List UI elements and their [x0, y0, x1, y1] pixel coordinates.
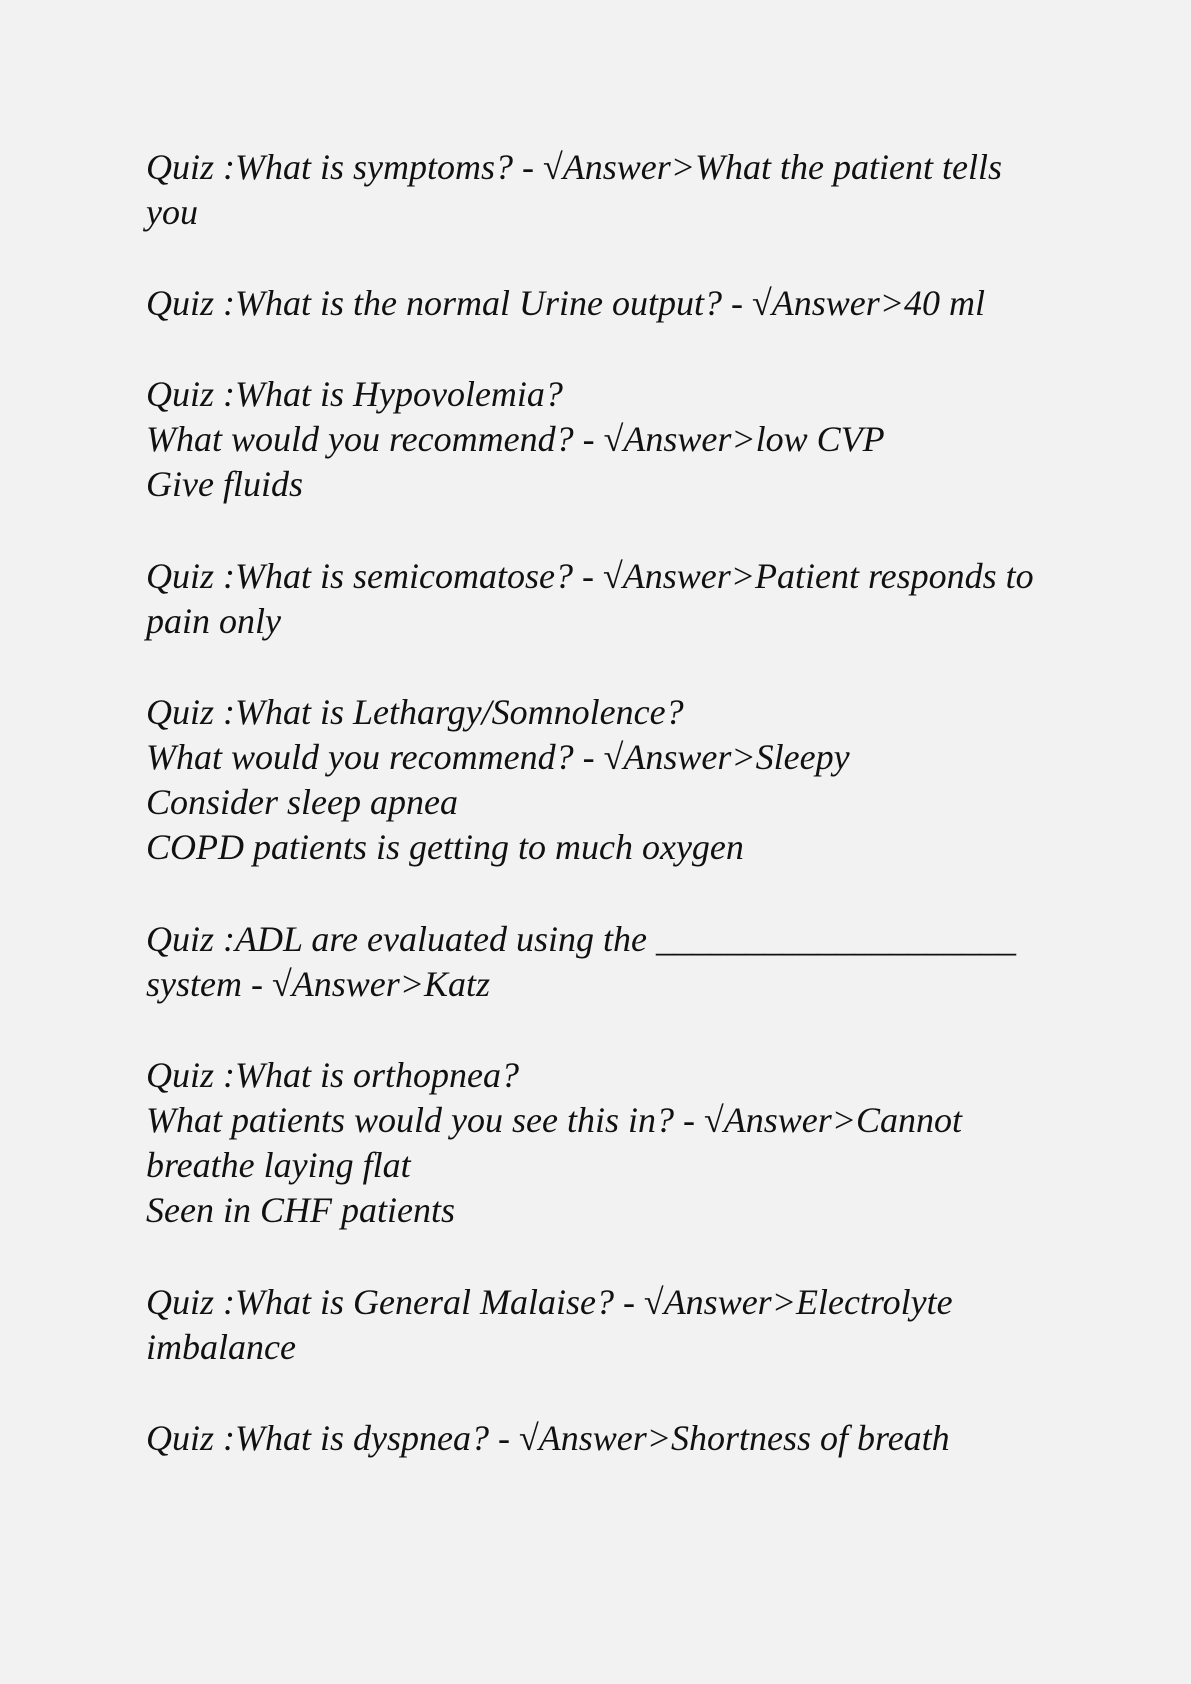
quiz-item-urine-output: Quiz :What is the normal Urine output? - √Answer>40 ml [146, 283, 986, 323]
quiz-item-symptoms: Quiz :What is symptoms? - √Answer>What the patient tells you [146, 147, 1011, 232]
quiz-item-hypovolemia: Quiz :What is Hypovolemia? What would you recommend? - √Answer>low CVP Give fluids [146, 374, 885, 504]
quiz-item-orthopnea: Quiz :What is orthopnea? What patients would you see this in? - √Answer>Cannot breathe laying flat Seen in CHF patients [146, 1055, 963, 1230]
quiz-item-semicomatose: Quiz :What is semicomatose? - √Answer>Patient responds to pain only [146, 556, 1043, 641]
quiz-item-adl: Quiz :ADL are evaluated using the ____________________ system - √Answer>Katz [146, 919, 1025, 1004]
quiz-item-lethargy: Quiz :What is Lethargy/Somnolence? What would you recommend? - √Answer>Sleepy Consider sleep apnea COPD patients is getting to much oxygen [146, 692, 850, 867]
quiz-item-dyspnea: Quiz :What is dyspnea? - √Answer>Shortness of breath [146, 1418, 950, 1458]
quiz-item-general-malaise: Quiz :What is General Malaise? - √Answer>Electrolyte imbalance [146, 1282, 962, 1367]
